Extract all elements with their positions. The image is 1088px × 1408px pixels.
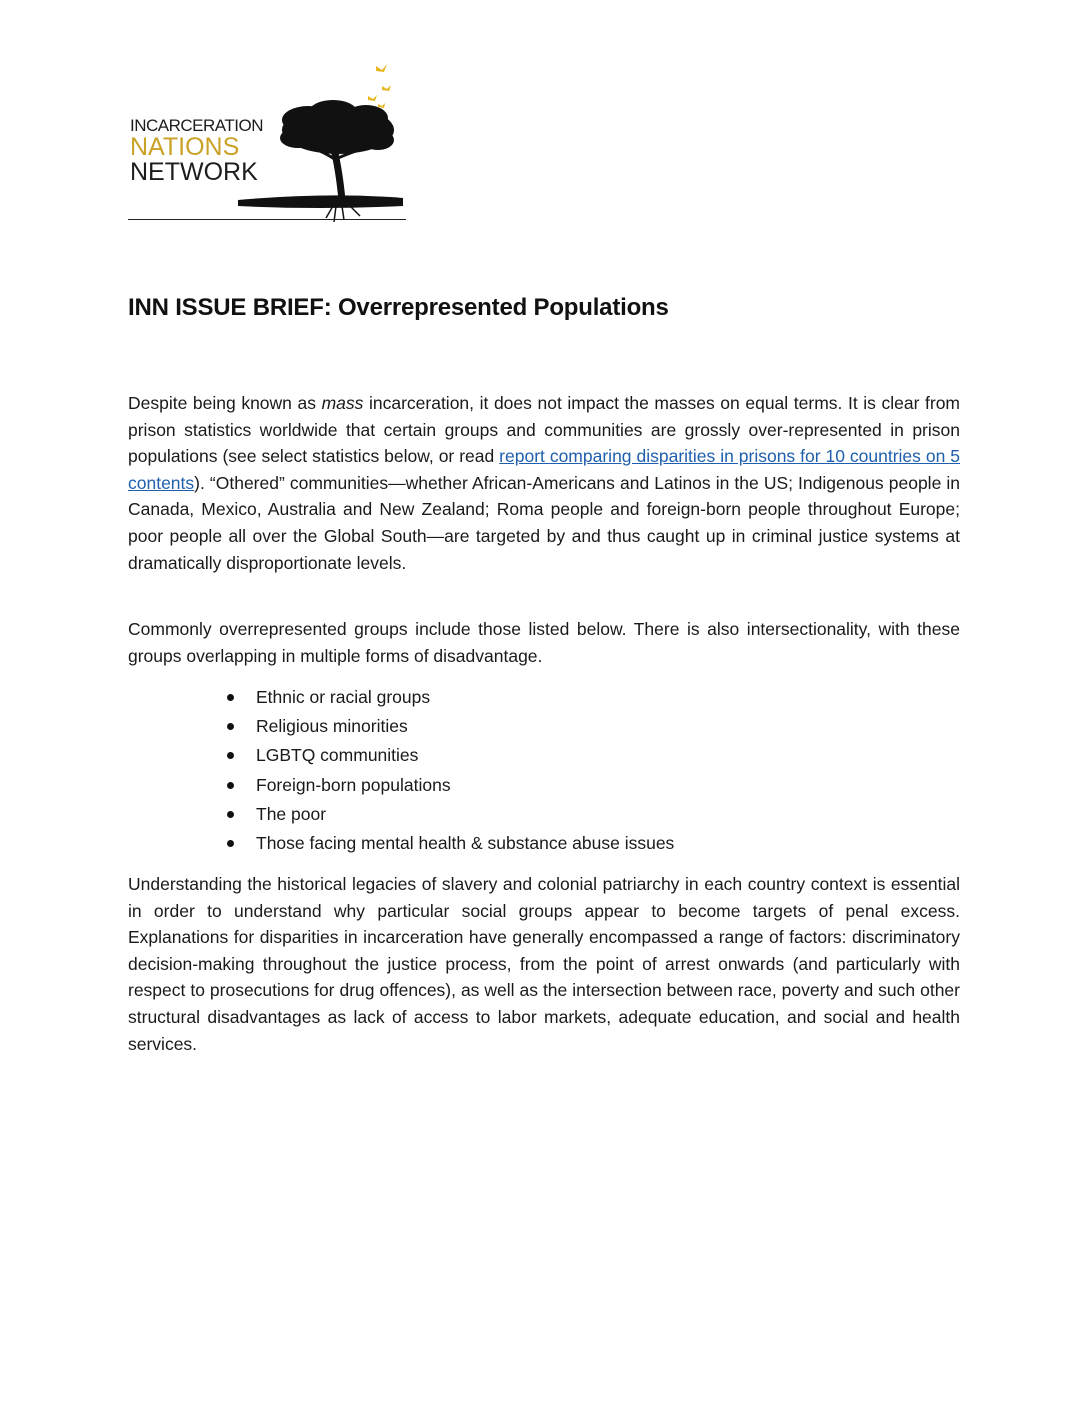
bullet-icon xyxy=(227,840,234,847)
intro-emphasis: mass xyxy=(321,393,364,413)
intro-text-a: Despite being known as xyxy=(128,393,322,413)
intro-paragraph xyxy=(128,390,960,576)
logo-text-network: NETWORK xyxy=(130,158,258,186)
list-item xyxy=(226,683,674,712)
list-item-text: Those facing mental health & substance abuse issues xyxy=(256,832,675,853)
group-list xyxy=(226,683,674,858)
list-item-text: Foreign-born populations xyxy=(256,774,451,795)
bullet-icon xyxy=(227,752,234,759)
list-item xyxy=(226,741,674,770)
groups-paragraph: Commonly overrepresented groups include those listed below. There is also intersectionality, with these groups overlapping in multiple forms of disadvantage. xyxy=(128,619,960,666)
context-paragraph: Understanding the historical legacies of slavery and colonial patriarchy in each country context is essential in order to understand why particular social groups appear to become targets of penal excess. Explanations for disparities in incarceration have generally encompassed a range of factors: discriminatory decision-making throughout the justice process, from the point of arrest onwards (and particularly with respect to prosecutions for drug offences), as well as the intersection between race, poverty and such other structural disadvantages as lack of access to labor markets, adequate education, and social and health services. xyxy=(128,874,960,1054)
page-title: INN ISSUE BRIEF: Overrepresented Populations xyxy=(128,294,669,321)
intro-text-b: incarceration, it does not impact the masses on equal terms. It is clear from prison statistics worldwide that certain groups and communities are grossly over-represented in prison populations (see select statistics below, or read xyxy=(128,393,961,467)
list-item-text: Religious minorities xyxy=(256,716,408,737)
list-item xyxy=(226,712,674,741)
list-item-text: LGBTQ communities xyxy=(256,745,419,766)
logo-text-incarceration: INCARCERATION xyxy=(130,116,263,135)
report-link[interactable]: report comparing disparities in prisons for 10 countries on 5 contents xyxy=(128,446,960,493)
bullet-icon xyxy=(227,694,234,701)
intro-text-c: ). “Othered” communities—whether African-Americans and Latinos in the US; Indigenous people in Canada, Mexico, Australia and New Zealand; Roma people and foreign-born people throughout Europe; poor people all over the Global South—are targeted by and thus caught up in criminal justice systems at dramatically disproportionate levels. xyxy=(128,472,960,573)
bullet-icon xyxy=(227,811,234,818)
header-divider xyxy=(128,219,406,220)
bullet-icon xyxy=(227,723,234,730)
inn-logo xyxy=(128,60,408,222)
logo-text-nations: NATIONS xyxy=(130,133,240,161)
bullet-icon xyxy=(227,782,234,789)
list-item xyxy=(226,829,674,858)
list-item xyxy=(226,800,674,829)
list-item-text: The poor xyxy=(256,803,327,824)
list-item xyxy=(226,771,674,800)
list-item-text: Ethnic or racial groups xyxy=(256,687,431,707)
